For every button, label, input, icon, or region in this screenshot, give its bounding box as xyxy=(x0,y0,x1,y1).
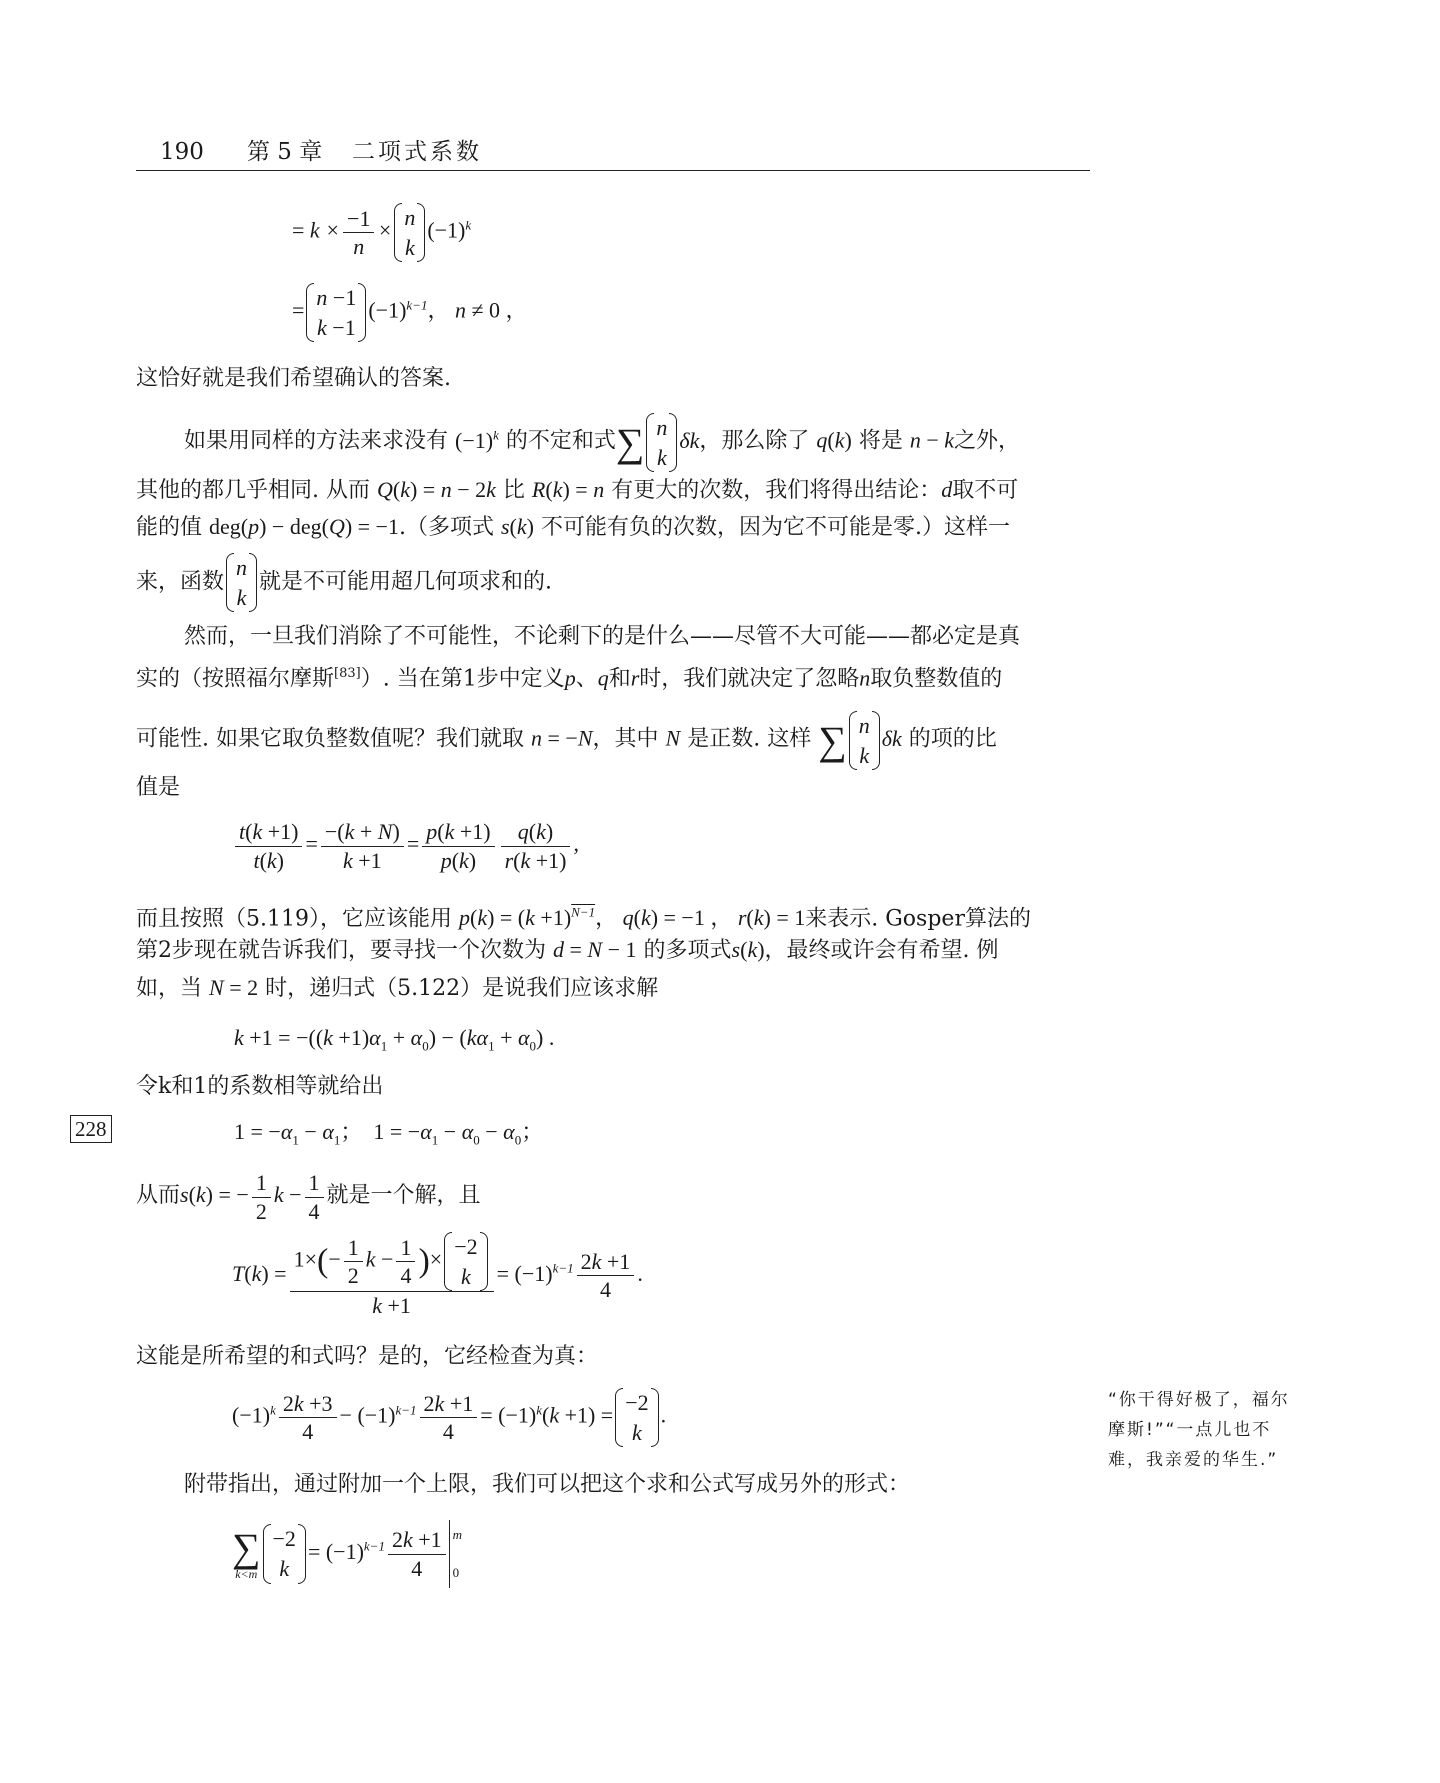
paragraph-line-4: 能的值 deg(p) − deg(Q) = −1.（多项式 s(k) 不可能有负的次数，因为它不可能是零.）这样一 xyxy=(136,514,1010,540)
coefficient-equations: $1 = -\alpha_1 - \alpha_1$； $1 = -\alpha_1 - \alpha_0 - \alpha_0$； xyxy=(234,1119,544,1148)
paragraph-line-10: 而且按照（5.119），它应该能用 $p(k) = (k +1)^{N-1}$， q(k) = −1 ， r(k) = 1来表示. Gosper算法的 xyxy=(136,905,1031,932)
paragraph-line-15: 这能是所希望的和式吗？是的，它经检查为真： xyxy=(136,1344,599,1369)
paragraph-line-16: 附带指出，通过附加一个上限，我们可以把这个求和公式写成另外的形式： xyxy=(184,1472,911,1497)
paragraph-line-7: 实的（按照福尔摩斯[83]）. 当在第1步中定义p、q和r时，我们就决定了忽略n取负整数值的 xyxy=(136,665,1003,692)
paragraph-line-13: 令k和1的系数相等就给出 xyxy=(136,1074,384,1099)
verification-equation: $(-1)^k$ $\frac{2k +3}{4}$ − $(-1)^{k-1}$ $\frac{2k +1}{4}$ = $(-1)^k(k +1)$ = −2 k . xyxy=(232,1388,666,1447)
chapter-label: 第 5 章 xyxy=(247,139,323,165)
paragraph-line-12: 如，当 N = 2 时，递归式（5.122）是说我们应该求解 xyxy=(136,975,659,1001)
paragraph-line-6: 然而，一旦我们消除了不可能性，不论剩下的是什么——尽管不大可能——都必定是真 xyxy=(184,624,1021,649)
bounded-sum-equation: ∑ k<m −2 k = $(-1)^{k-1}$ $\frac{2k +1}{4}$ m 0 xyxy=(232,1520,466,1588)
paragraph-line-2: 如果用同样的方法来求没有 $(-1)^k$ 的不定和式∑ n k δk，那么除了 q(k) 将是 n − k之外， xyxy=(184,413,1020,472)
paragraph-line-9: 值是 xyxy=(136,775,181,800)
equation-line-2: = n −1 k −1 $(-1)^{k-1}$， n ≠ 0 ， xyxy=(292,283,528,342)
paragraph-line-14: 从而s(k) = − $\frac{1}{2}$ k − $\frac{1}{4}$ 就是一个解，且 xyxy=(136,1170,481,1224)
t-of-k-equation: T(k) = 1×(− $\frac{1}{2}$ k − $\frac{1}{4}$ )× −2 k k +1 = $(-1)^{k-1}$ $\frac{2k +1}{4}$ . xyxy=(232,1234,643,1319)
ratio-equation: $\frac{t(k +1)}{t(k)}$ = $\frac{-(k + N)}{k +1}$ = $\frac{p(k +1)}{p(k)}$ $\frac{q(k)}{r(k +1)}$ , xyxy=(232,818,579,874)
equation-line-1: = k × $\frac{-1}{n}$ × n k $(-1)^k$ xyxy=(292,203,471,262)
chapter-title: 二项式系数 xyxy=(352,139,482,165)
page-number: 190 xyxy=(160,139,204,165)
recurrence-equation: $k +1 = -((k +1)\alpha_1 + \alpha_0) - (k\alpha_1 + \alpha_0)$ . xyxy=(234,1025,555,1054)
margin-page-reference: 228 xyxy=(70,1115,112,1143)
paragraph-line-1: 这恰好就是我们希望确认的答案. xyxy=(136,366,451,391)
paragraph-line-5: 来，函数 n k 就是不可能用超几何项求和的. xyxy=(136,553,552,612)
paragraph-line-11: 第2步现在就告诉我们，要寻找一个次数为 d = N − 1 的多项式s(k)，最终或许会有希望. 例 xyxy=(136,937,999,963)
header-rule xyxy=(136,170,1090,171)
side-note-quote: “你干得好极了，福尔摩斯!”“一点儿也不难，我亲爱的华生.” xyxy=(1108,1390,1290,1470)
paragraph-line-3: 其他的都几乎相同. 从而 Q(k) = n − 2k 比 R(k) = n 有更大的次数，我们将得出结论：d取不可 xyxy=(136,477,1019,503)
paragraph-line-8: 可能性. 如果它取负整数值呢？我们就取 n = −N，其中 N 是正数. 这样 ∑ n k δk 的项的比 xyxy=(136,711,997,770)
